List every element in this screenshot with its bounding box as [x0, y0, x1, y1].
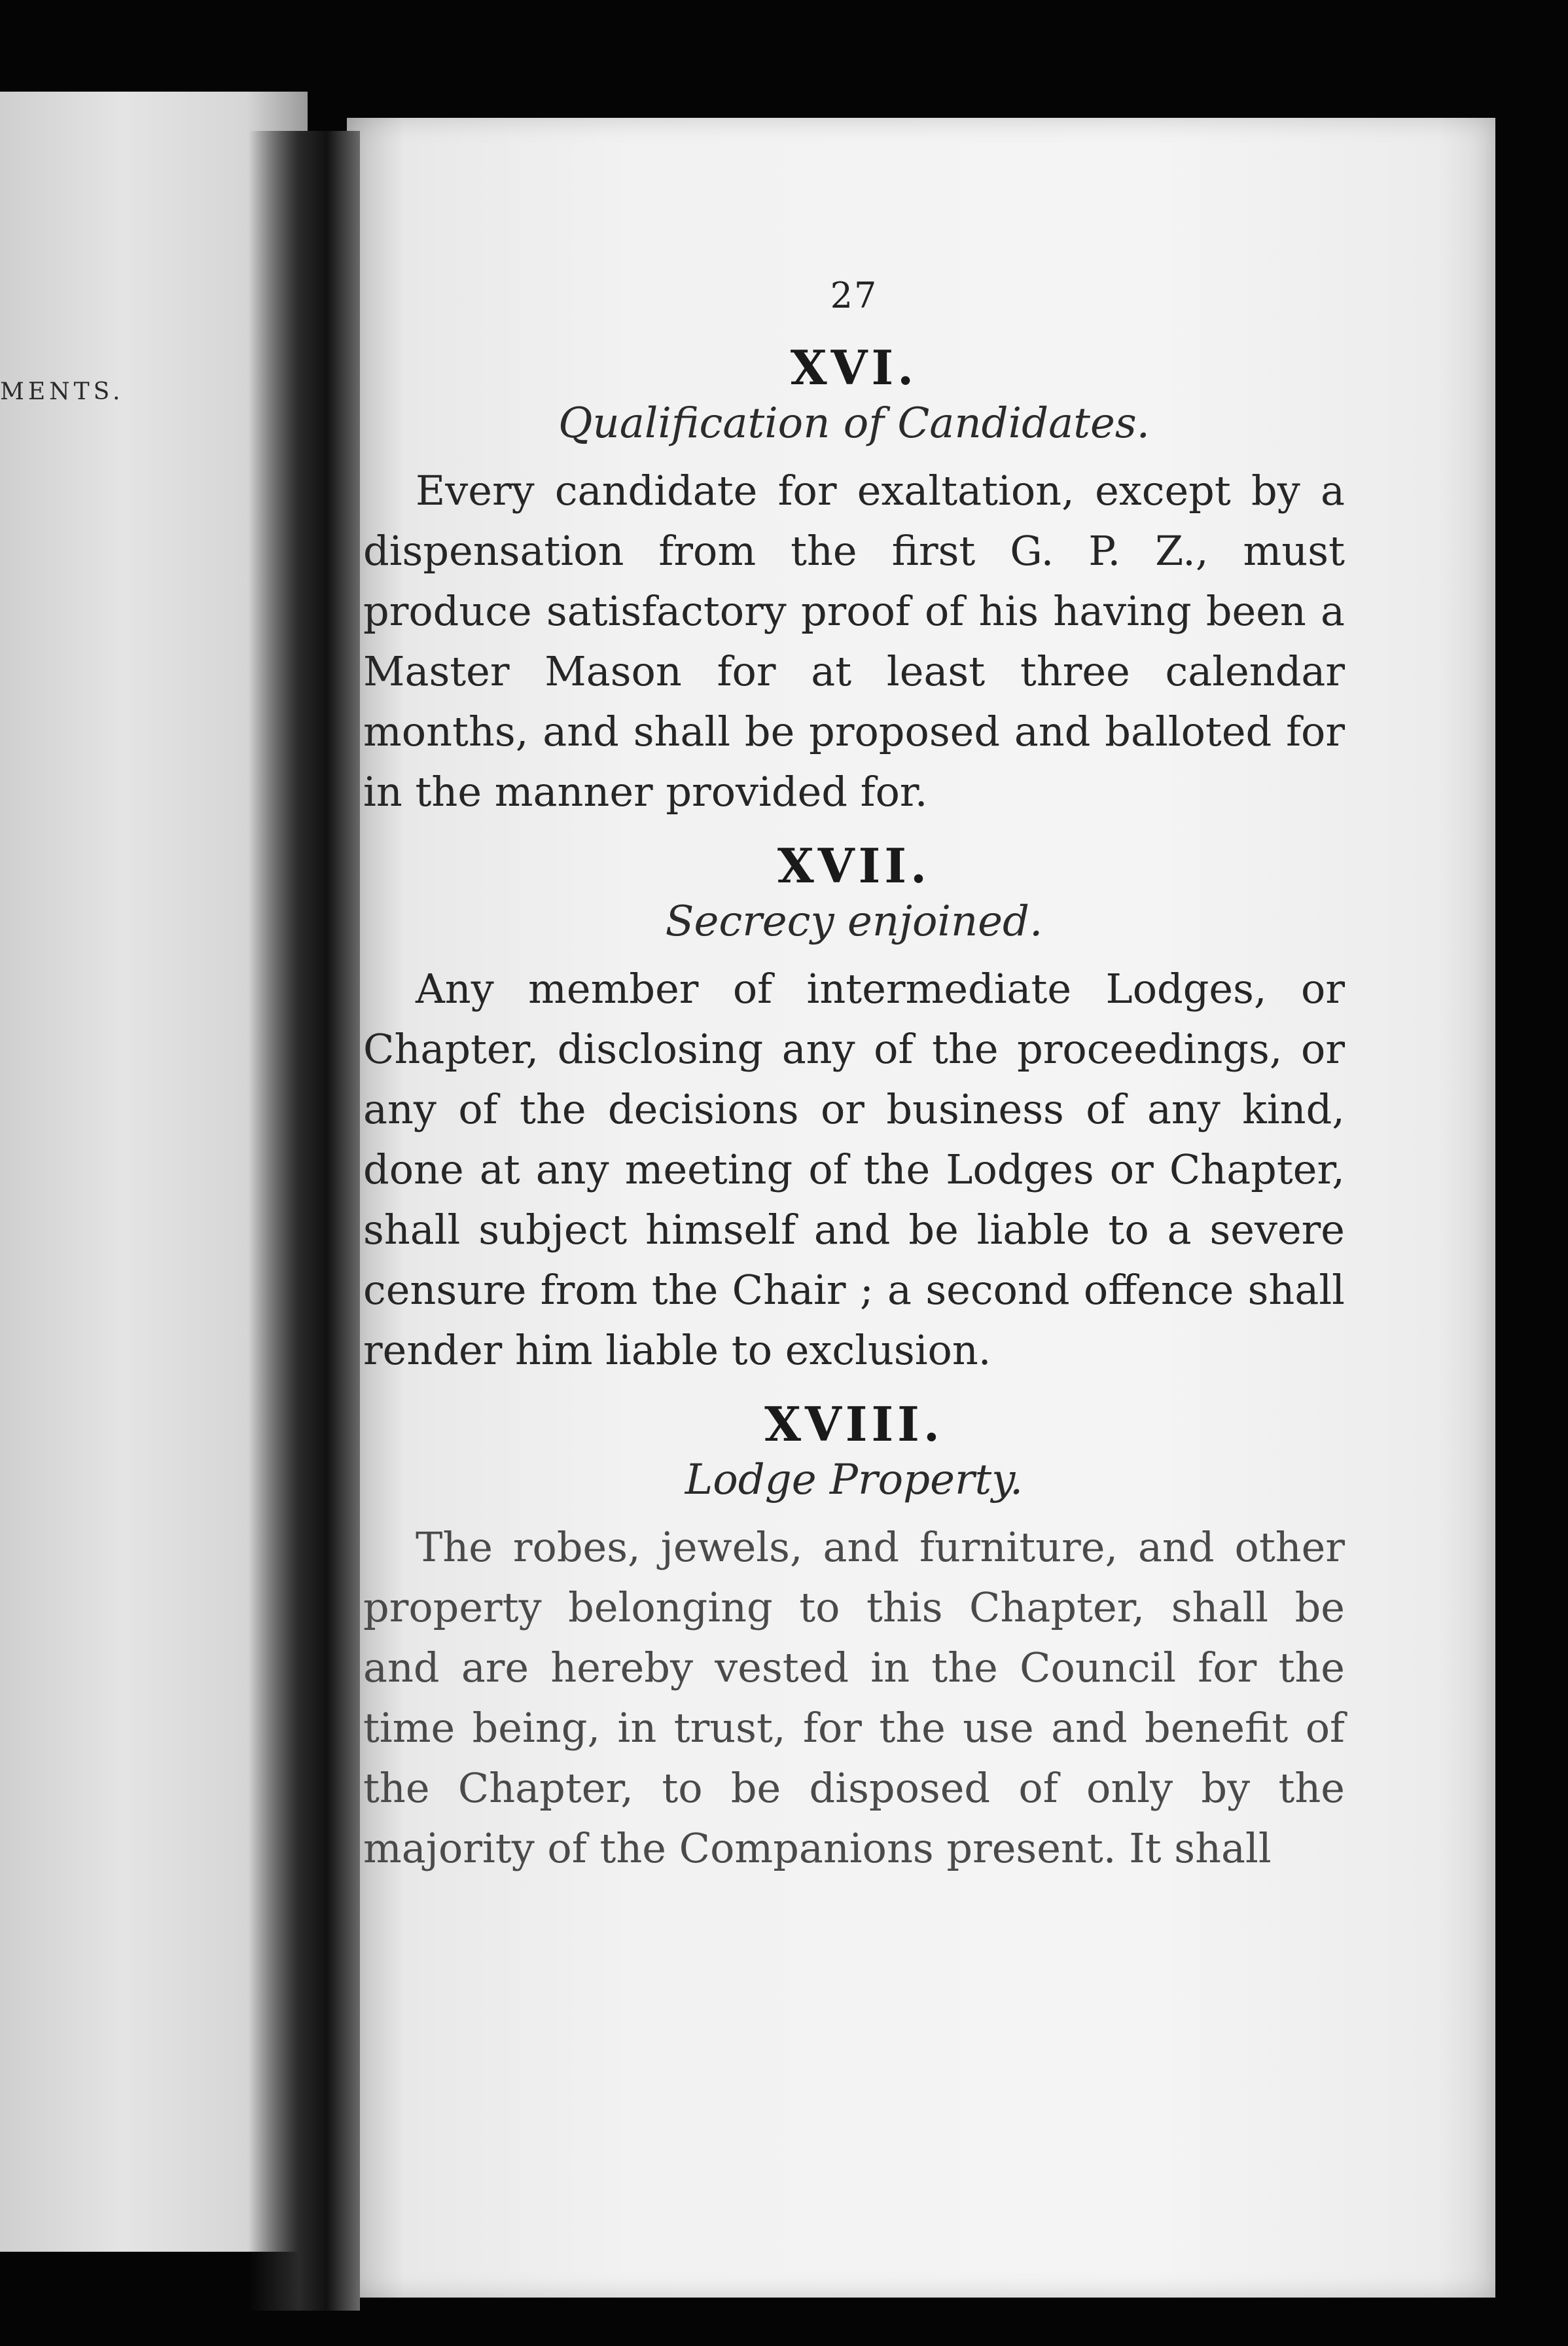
left-page-running-head: MENTS. — [0, 378, 124, 405]
section-body-qualification: Every candidate for exaltation, except by a dispensation from the first G. P. Z., must produce satisfactory proof of his having been a Master Mason for at least three calendar months, and shall be proposed and balloted for in the manner provided for. — [363, 467, 1345, 816]
section-number-xvii: XVII. — [777, 838, 931, 893]
section-body-secrecy: Any member of intermediate Lodges, or Chapter, disclosing any of the proceedings, or any of the decisions or business of any kind, done at any meeting of the Lodges or Chapter, shall subject himself and be liable to a severe censure from the Chair ; a second offence shall render him liable to exclusion. — [363, 965, 1345, 1374]
section-title-lodge-property: Lodge Property. — [685, 1456, 1024, 1504]
book-gutter-shadow — [249, 131, 360, 2311]
section-number-xviii: XVIII. — [764, 1396, 944, 1452]
page-number: 27 — [830, 275, 878, 316]
right-page-text — [363, 275, 1345, 1894]
section-body-lodge-property: The robes, jewels, and furniture, and other property belonging to this Chapter, shall be and are hereby vested in the Council for the time being, in trust, for the use and benefit of the Chapter, to be disposed of only by the majority of the Companions present. It shall — [363, 1523, 1345, 1872]
section-title-secrecy: Secrecy enjoined. — [665, 897, 1043, 946]
section-number-xvi: XVI. — [790, 340, 918, 395]
section-title-qualification: Qualification of Candidates. — [558, 399, 1150, 448]
